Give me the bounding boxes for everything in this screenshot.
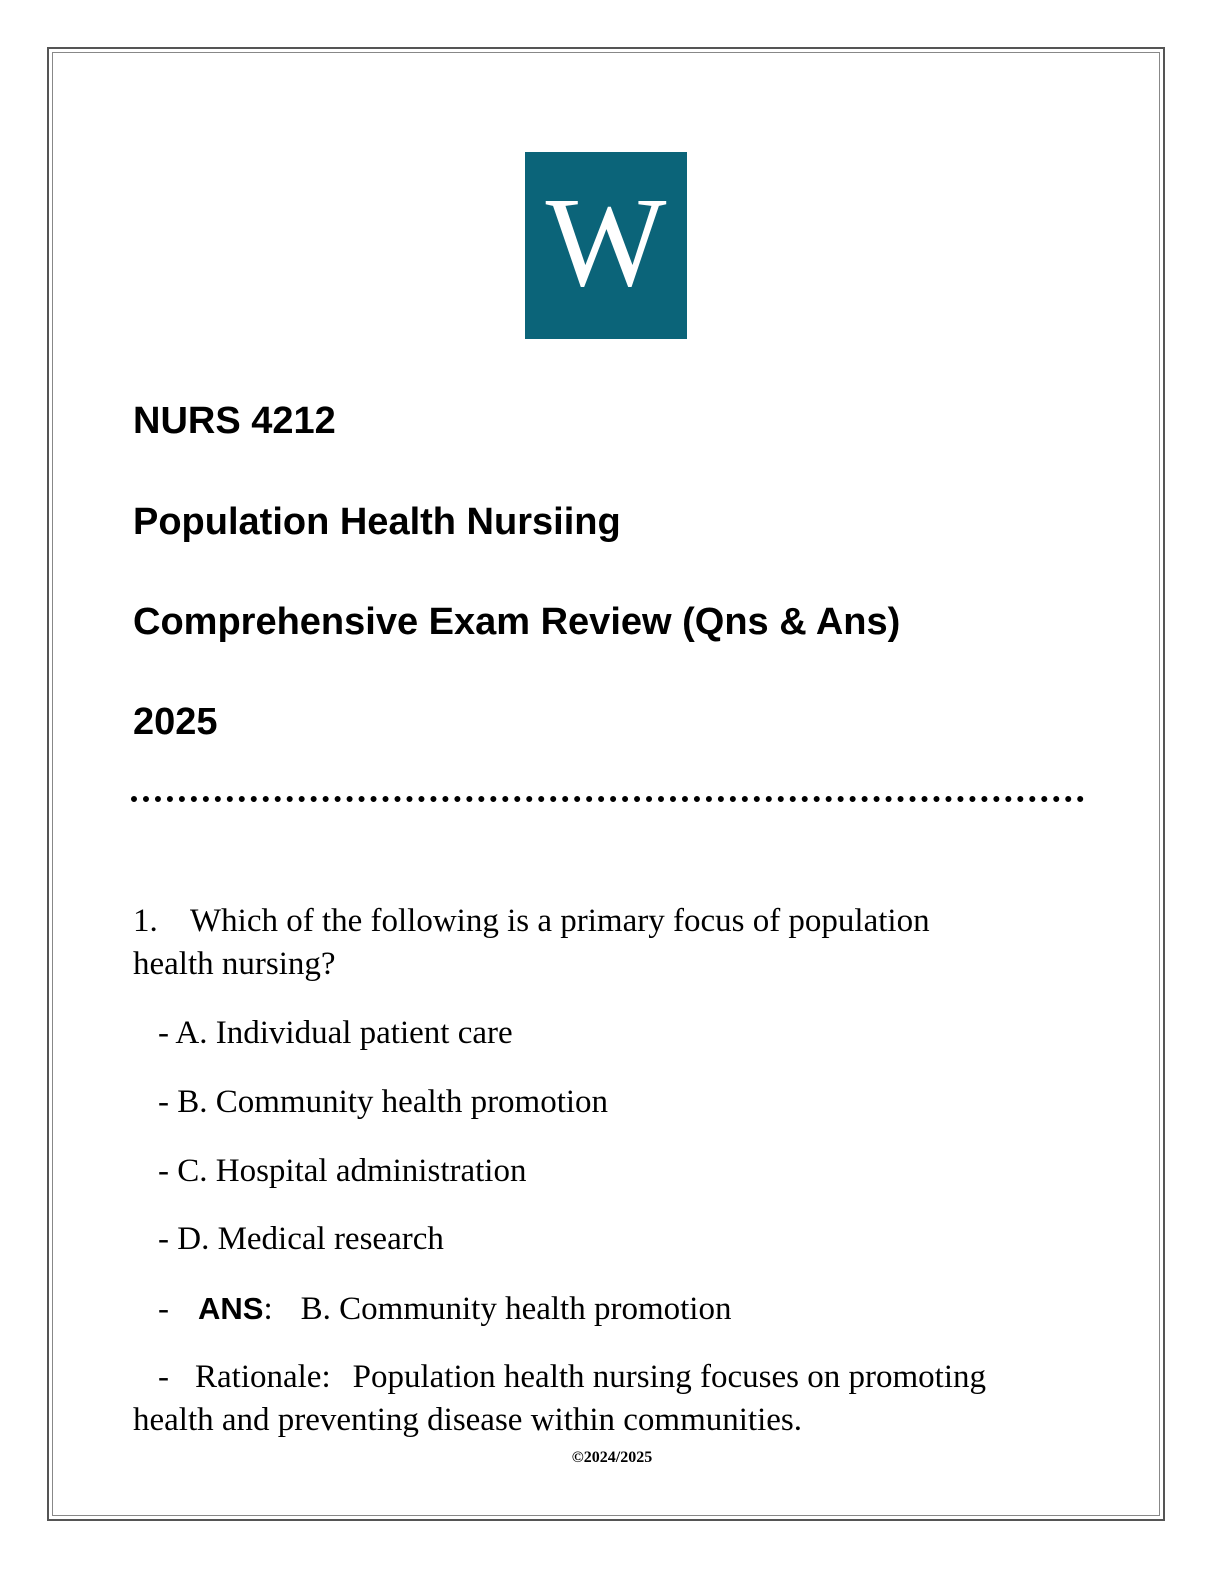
answer-text: B. Community health promotion [300,1291,732,1327]
rationale-label: Rationale: [195,1359,331,1395]
rationale-line-1 [133,1356,986,1399]
question-number: 1. [133,903,158,939]
answer-line [158,1287,731,1331]
answer-prefix: - [158,1291,169,1327]
option-c: - C. Hospital administration [158,1153,527,1189]
option-b: - B. Community health promotion [158,1084,609,1120]
dotted-divider [131,796,1084,802]
logo-letter: W [545,171,667,313]
answer-colon: : [263,1291,273,1327]
answer-label: ANS [198,1291,264,1326]
rationale-prefix: - [158,1359,169,1395]
document-year: 2025 [133,701,218,743]
document-title: Population Health Nursiing [133,501,621,543]
question-text-line-2: health nursing? [133,946,336,982]
question-line-1 [133,900,930,943]
option-d: - D. Medical research [158,1221,444,1257]
logo [525,152,687,339]
rationale [133,1356,986,1442]
footer-copyright: ©2024/2025 [571,1449,653,1466]
rationale-text-line-2: health and preventing disease within communities. [133,1402,803,1438]
question-text-line-1: Which of the following is a primary focus of population [190,903,930,939]
question-1 [133,900,930,986]
option-a: - A. Individual patient care [158,1015,513,1051]
rationale-text-line-1: Population health nursing focuses on promoting [352,1359,986,1395]
course-code: NURS 4212 [133,400,336,442]
document-subtitle: Comprehensive Exam Review (Qns & Ans) [133,601,901,643]
